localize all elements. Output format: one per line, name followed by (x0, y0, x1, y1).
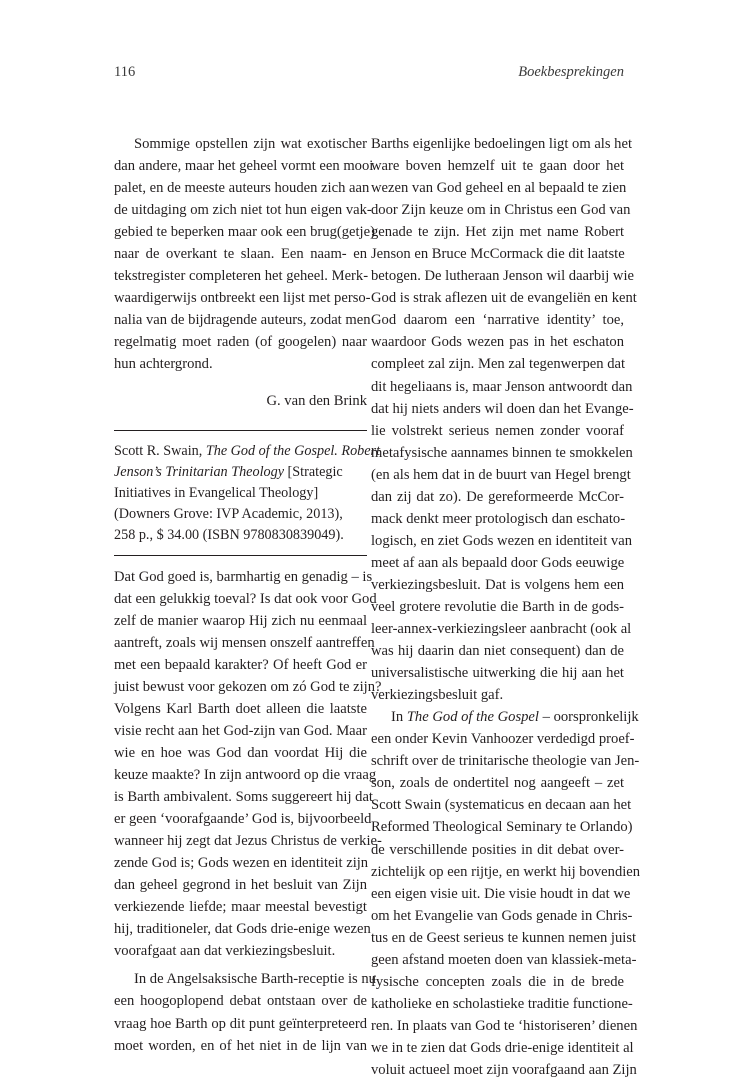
text-line: Scott Swain (systematicus en decaan aan het (371, 797, 632, 814)
text-line: meet af aan als bepaald door Gods eeuwige (371, 554, 625, 571)
text-line: leer-annex-verkiezingsleer aanbracht (ook al (371, 621, 632, 638)
text-line: Barths eigenlijke bedoelingen ligt om als het (371, 136, 633, 152)
text-line: schrift over de trinitarische theologie van Jen- (371, 753, 640, 770)
text-line: ware boven hemzelf uit te gaan door het (371, 158, 624, 175)
text-line: genade te zijn. Het zijn met name Robert (371, 224, 624, 241)
book-reference (114, 441, 381, 546)
text-line: is Barth ambivalent. Soms suggereert hij dat (114, 789, 373, 806)
left-column (114, 133, 382, 1057)
text-line: om het Evangelie van Gods genade in Chris- (371, 907, 633, 924)
reference-line: Initiatives in Evangelical Theology] (114, 484, 319, 501)
text-line: tus en de Geest serieus te kunnen nemen juist (371, 929, 637, 946)
page-number: 116 (114, 64, 136, 80)
text-line: door Zijn keuze om in Christus een God van (371, 202, 631, 219)
text-line: veel grotere revolutie die Barth in de gods- (371, 598, 624, 615)
text-line: ren. In plaats van God te ‘historiseren’ dienen (371, 1017, 638, 1034)
running-header: Boekbesprekingen (518, 64, 624, 80)
text-line: regelmatig moet raden (of googelen) naar (114, 334, 367, 351)
text-line: moet worden, en of het niet in de lijn van (114, 1037, 367, 1054)
text-line: voorafgaat aan dat verkiezingsbesluit. (114, 943, 336, 960)
text-line: een hoogoplopend debat ontstaan over de (114, 993, 367, 1010)
text-line: metafysische aannames binnen te smokkelen (371, 444, 633, 461)
reference-line (114, 441, 381, 462)
text-line: God daarom een ‘narrative identity’ toe, (371, 312, 624, 329)
text-line: (en als hem dat in de buurt van Hegel brengt (371, 466, 631, 483)
text-line: dan geheel gegrond in het besluit van Zijn (114, 877, 367, 894)
text-line: In de Angelsaksische Barth-receptie is nu (134, 971, 376, 988)
body-paragraph (114, 968, 376, 1056)
text-line: dat een gelukkig toeval? Is dat ook voor God (114, 590, 377, 607)
body-paragraph (114, 566, 382, 963)
text-line: waardigerwijs ontbreekt een lijst met perso- (114, 290, 371, 307)
text-line: betogen. De lutheraan Jenson wil daarbij wie (371, 268, 635, 285)
text-line: er geen ‘voorafgaande’ God is, bijvoorbeeld (114, 811, 372, 828)
text-line: dan zij dat zo). De gereformeerde McCor- (371, 488, 624, 505)
text-run: – oorspronkelijk (538, 709, 639, 726)
text-line: wanneer hij zegt dat Jezus Christus de verkie- (114, 833, 382, 850)
text-line: Jenson en Bruce McCormack die dit laatste (371, 246, 625, 263)
text-line: geen afstand moeten doen van klassiek-meta- (371, 951, 637, 968)
right-column (371, 133, 641, 1081)
text-line: compleet zal zijn. Men zal tegenwerpen dat (371, 356, 626, 373)
text-line: Volgens Karl Barth doet alleen die laatste (114, 700, 367, 717)
text-line: naar de overkant te slaan. Een naam- en (114, 246, 367, 263)
text-line: dan andere, maar het geheel vormt een mooi (114, 158, 374, 175)
text-line: was hij daarin dan niet consequent) dan de (371, 643, 624, 660)
text-line: wezen van God geheel en al bepaald te zien (371, 180, 627, 197)
reference-line: (Downers Grove: IVP Academic, 2013), (114, 505, 343, 522)
reference-series: [Strategic (287, 463, 343, 480)
text-line: zichtelijk op een rijtje, en werkt hij bovendien (371, 863, 641, 880)
text-line: dit hegeliaans is, maar Jenson antwoordt dan (371, 378, 633, 395)
reference-title: Jenson’s Trinitarian Theology (114, 463, 284, 480)
reference-line: 258 p., $ 34.00 (ISBN 9780830839049). (114, 526, 344, 543)
reference-line (114, 462, 367, 483)
text-line: Sommige opstellen zijn wat exotischer (134, 136, 367, 152)
text-line: fysische concepten zoals die in de brede (371, 973, 624, 990)
text-line: zende God is; Gods wezen en identiteit zijn (114, 855, 369, 872)
text-line: palet, en de meeste auteurs houden zich aan (114, 180, 370, 197)
reviewer-signature: G. van den Brink (266, 392, 367, 409)
body-paragraph (371, 133, 637, 706)
text-line: waardoor Gods wezen pas in het eschaton (371, 334, 624, 351)
reference-author: Scott R. Swain, (114, 442, 203, 459)
text-line: mack denkt meer protologisch dan eschato- (371, 510, 626, 527)
text-line (371, 706, 639, 728)
text-line: de uitdaging om zich niet tot hun eigen vak- (114, 202, 372, 219)
text-line: voluit actueel moet zijn voorafgaand aan Zijn (371, 1061, 637, 1078)
text-line: nalia van de bijdragende auteurs, zodat men (114, 312, 371, 329)
text-line: God is strak aflezen uit de evangeliën en kent (371, 290, 637, 307)
text-line: visie recht aan het God-zijn van God. Maar (114, 722, 367, 739)
text-line: gebied te beperken maar ook een brug(getje) (114, 224, 375, 241)
text-line: verkiezingsbesluit gaf. (371, 687, 504, 704)
text-line: hij, traditioneler, dat Gods drie-enige wezen (114, 921, 371, 938)
text-line: verkiezingsbesluit. Dat is volgens hem een (371, 576, 624, 593)
text-line: keuze maakte? In zijn antwoord op die vraag (114, 766, 377, 783)
text-line: verkiezende liefde; maar meestal bevestigt (114, 899, 367, 916)
text-line: aantreft, zoals wij mensen onszelf aantreffen (114, 634, 375, 651)
text-line: logisch, en ziet Gods wezen en identiteit van (371, 532, 632, 549)
text-line: wie en hoe was God dan voordat Hij die (114, 744, 367, 761)
text-line: een eigen visie uit. Die visie houdt in dat we (371, 885, 631, 902)
reference-title: The God of the Gospel. Robert (205, 442, 381, 459)
body-paragraph (371, 706, 641, 1081)
text-line: Dat God goed is, barmhartig en genadig – is (114, 568, 373, 585)
book-title: The God of the Gospel (406, 709, 539, 726)
text-run: In (391, 709, 407, 726)
text-line: juist bewust voor gekozen om zó God te zijn? (114, 678, 382, 695)
text-line: we in te zien dat Gods drie-enige identiteit al (371, 1039, 634, 1056)
text-line: de verschillende posities in dit debat over- (371, 841, 624, 858)
intro-paragraph (114, 133, 375, 376)
text-line: son, zoals de ondertitel nog aangeeft – zet (371, 775, 624, 792)
text-line: Reformed Theological Seminary te Orlando) (371, 819, 633, 836)
text-line: een onder Kevin Vanhoozer verdedigd proef- (371, 731, 635, 748)
text-line: vraag hoe Barth op dit punt geïnterpreteerd (114, 1015, 367, 1032)
text-line: katholieke en scholastieke traditie functione- (371, 995, 633, 1012)
text-line: met een bepaald karakter? Of heeft God er (114, 656, 367, 673)
text-line: hun achtergrond. (114, 356, 213, 373)
text-line: zelf de manier waarop Hij zich nu eenmaal (114, 612, 367, 629)
text-line: universalistische uitwerking die hij aan het (371, 665, 624, 682)
text-line: dat hij niets anders wil doen dan het Evange- (371, 400, 634, 417)
text-line: tekstregister completeren het geheel. Merk- (114, 268, 369, 285)
text-line: lie volstrekt serieus nemen zonder vooraf (371, 422, 624, 439)
